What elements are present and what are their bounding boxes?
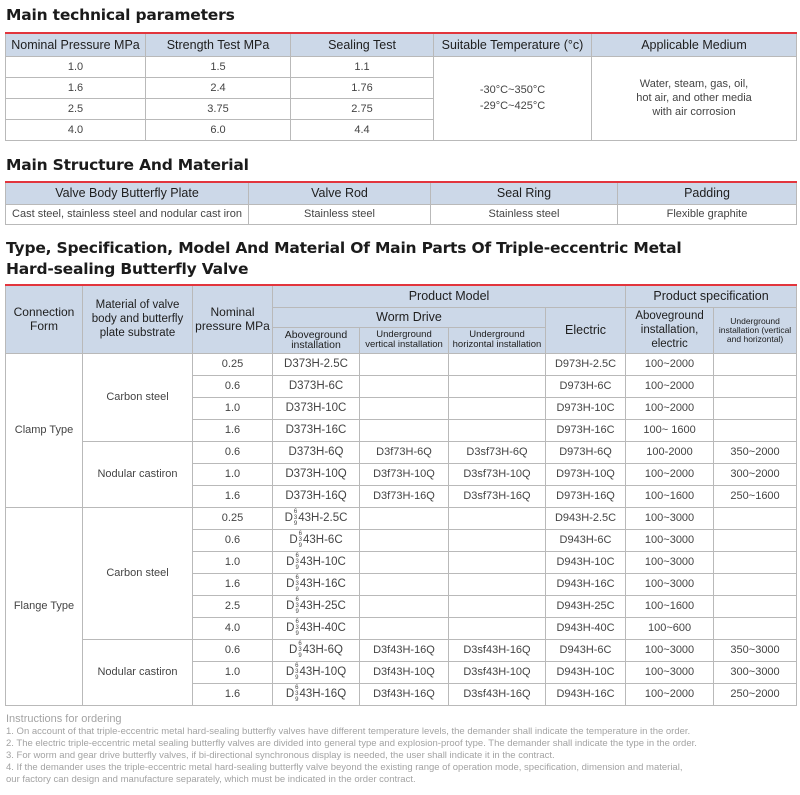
- cell: 2.4: [146, 77, 291, 98]
- model-code: 43H-25C: [299, 600, 346, 613]
- temperature-line: -30°C~350°C: [479, 84, 546, 96]
- cell: 1.5: [146, 56, 291, 77]
- note-item: our factory can design and manufacture separately, which must be indicated in the order contract.: [6, 774, 416, 785]
- temperature-line: -29°C~425°C: [479, 100, 546, 112]
- pressure-cell: 1.6: [193, 683, 273, 705]
- pressure-cell: 0.6: [193, 529, 273, 551]
- cell: 300~3000: [714, 661, 797, 683]
- cell: D3sf43H-10Q: [449, 661, 546, 683]
- header-applicable-medium: Applicable Medium: [592, 33, 797, 56]
- model-prefix: D: [286, 600, 295, 613]
- cell: D973H-6C: [546, 375, 626, 397]
- cell: D943H-6C: [546, 529, 626, 551]
- model-cell: [273, 507, 360, 529]
- header-worm-drive: Worm Drive: [273, 307, 546, 327]
- model-cell: D373H-10C: [273, 397, 360, 419]
- cell: 1.76: [291, 77, 434, 98]
- cell: 100-2000: [626, 441, 714, 463]
- model-cell: [273, 595, 360, 617]
- cell: D973H-6Q: [546, 441, 626, 463]
- header-spec-aboveground: Aboveground installation, electric: [626, 307, 714, 353]
- cell: Cast steel, stainless steel and nodular cast iron: [6, 204, 249, 224]
- pressure-cell: 1.0: [193, 463, 273, 485]
- model-variant-stack: 6 3 9: [295, 619, 299, 637]
- note-item: 2. The electric triple-eccentric metal sealing butterfly valves are divided into general type and explosion-proof type. The demander shall indicate the type in the order.: [6, 738, 697, 749]
- cell: D3f73H-10Q: [360, 463, 449, 485]
- cell: 1.6: [6, 77, 146, 98]
- cell: [360, 573, 449, 595]
- header-electric: Electric: [546, 307, 626, 353]
- cell: D973H-10Q: [546, 463, 626, 485]
- cell: [714, 375, 797, 397]
- note-item: 4. If the demander uses the triple-eccentric metal hard-sealing butterfly valve beyond the existing range of operation mode, specification, dimension and material,: [6, 762, 683, 773]
- material-cell: Carbon steel: [83, 507, 193, 639]
- model-cell: D373H-10Q: [273, 463, 360, 485]
- model-variant-stack: 6 3 9: [295, 663, 299, 681]
- cell: [360, 375, 449, 397]
- cell: [449, 573, 546, 595]
- pressure-cell: 1.0: [193, 551, 273, 573]
- cell: [714, 353, 797, 375]
- model-prefix: D: [285, 666, 295, 679]
- model-cell: D373H-16Q: [273, 485, 360, 507]
- model-variant-stack: 6 3 9: [295, 597, 299, 615]
- cell: 100~2000: [626, 683, 714, 705]
- header-material: Material of valve body and butterfly plate substrate: [83, 285, 193, 353]
- model-variant-stack: 6 3 9: [293, 509, 298, 527]
- header-underground-horizontal: Underground horizontal installation: [449, 327, 546, 353]
- material-cell: Carbon steel: [83, 353, 193, 441]
- model-code: 43H-6Q: [302, 644, 343, 657]
- cell: D943H-25C: [546, 595, 626, 617]
- cell: 1.1: [291, 56, 434, 77]
- cell: D3sf73H-10Q: [449, 463, 546, 485]
- header-connection-form: Connection Form: [6, 285, 83, 353]
- cell: [714, 617, 797, 639]
- cell: Flexible graphite: [618, 204, 797, 224]
- header-padding: Padding: [618, 182, 797, 204]
- model-cell: D373H-16C: [273, 419, 360, 441]
- connection-form-cell: Clamp Type: [6, 353, 83, 507]
- cell: [449, 507, 546, 529]
- cell: Stainless steel: [249, 204, 431, 224]
- connection-form-cell: Flange Type: [6, 507, 83, 705]
- cell: 100~3000: [626, 573, 714, 595]
- pressure-cell: 1.0: [193, 397, 273, 419]
- cell: 100~3000: [626, 507, 714, 529]
- model-variant-stack: 6 3 9: [298, 641, 302, 659]
- cell: 100~1600: [626, 595, 714, 617]
- header-product-specification: Product specification: [626, 285, 797, 307]
- cell: D3sf73H-6Q: [449, 441, 546, 463]
- model-code: 43H-6C: [303, 534, 343, 547]
- cell: D943H-40C: [546, 617, 626, 639]
- model-code: 43H-16C: [299, 578, 346, 591]
- pressure-cell: 2.5: [193, 595, 273, 617]
- cell: 3.75: [146, 98, 291, 119]
- cell: D943H-6C: [546, 639, 626, 661]
- ordering-instructions: [6, 712, 796, 786]
- medium-line: with air corrosion: [652, 106, 736, 118]
- cell: 100~2000: [626, 353, 714, 375]
- header-valve-body: Valve Body Butterfly Plate: [6, 182, 249, 204]
- medium-line: Water, steam, gas, oil,: [639, 78, 749, 90]
- pressure-cell: 1.0: [193, 661, 273, 683]
- cell: 2.5: [6, 98, 146, 119]
- model-prefix: D: [285, 688, 295, 701]
- cell: D943H-16C: [546, 683, 626, 705]
- cell: 100~ 1600: [626, 419, 714, 441]
- model-variant-stack: 6 3 9: [295, 553, 299, 571]
- cell: [360, 353, 449, 375]
- cell: D3f43H-16Q: [360, 683, 449, 705]
- specification-body: [6, 353, 797, 705]
- material-cell: Nodular castiron: [83, 441, 193, 507]
- cell: 1.0: [6, 56, 146, 77]
- pressure-cell: 0.25: [193, 353, 273, 375]
- header-nominal-pressure: Nominal pressure MPa: [193, 285, 273, 353]
- header-suitable-temperature: Suitable Temperature (°c): [434, 33, 592, 56]
- model-code: 43H-10C: [299, 556, 346, 569]
- medium-line: hot air, and other media: [636, 92, 752, 104]
- cell: 100~2000: [626, 397, 714, 419]
- pressure-cell: 0.6: [193, 375, 273, 397]
- structure-material-table: [5, 181, 797, 225]
- cell: D943H-10C: [546, 661, 626, 683]
- model-variant-stack: 6 3 9: [295, 575, 299, 593]
- cell: 100~2000: [626, 463, 714, 485]
- cell: D3sf43H-16Q: [449, 639, 546, 661]
- header-nominal-pressure: Nominal Pressure MPa: [6, 33, 146, 56]
- cell: [449, 551, 546, 573]
- cell: [360, 529, 449, 551]
- cell: [714, 595, 797, 617]
- cell: [449, 375, 546, 397]
- cell: 100~3000: [626, 661, 714, 683]
- cell: [449, 595, 546, 617]
- cell: 250~2000: [714, 683, 797, 705]
- cell: 100~1600: [626, 485, 714, 507]
- cell: [714, 397, 797, 419]
- pressure-cell: 1.6: [193, 573, 273, 595]
- cell: 100~3000: [626, 529, 714, 551]
- cell: [360, 397, 449, 419]
- table-row: [6, 353, 797, 375]
- model-prefix: D: [286, 578, 295, 591]
- cell: D3f43H-10Q: [360, 661, 449, 683]
- cell: D943H-10C: [546, 551, 626, 573]
- header-sealing-test: Sealing Test: [291, 33, 434, 56]
- header-underground-vertical: Underground vertical installation: [360, 327, 449, 353]
- cell: 4.0: [6, 119, 146, 140]
- cell: [360, 507, 449, 529]
- material-cell: Nodular castiron: [83, 639, 193, 705]
- note-item: 1. On account of that triple-eccentric metal hard-sealing butterfly valves have different temperature levels, the demander shall indicate the temperature in the order.: [6, 726, 691, 737]
- cell: 300~2000: [714, 463, 797, 485]
- cell: [449, 353, 546, 375]
- cell: [714, 529, 797, 551]
- header-seal-ring: Seal Ring: [431, 182, 618, 204]
- table-row: [6, 507, 797, 529]
- cell: D973H-2.5C: [546, 353, 626, 375]
- cell: [714, 507, 797, 529]
- cell: D973H-10C: [546, 397, 626, 419]
- model-code: 43H-16Q: [299, 688, 347, 701]
- model-cell: [273, 683, 360, 705]
- note-item: 3. For worm and gear drive butterfly valves, if bi-directional synchronous display is needed, the user shall indicate it in the contract.: [6, 750, 555, 761]
- model-prefix: D: [286, 556, 295, 569]
- cell: D3f73H-16Q: [360, 485, 449, 507]
- cell: 100~3000: [626, 639, 714, 661]
- section-title-type-specification-line2: Hard-sealing Butterfly Valve: [6, 260, 249, 278]
- table-row: [6, 56, 797, 77]
- section-title-type-specification-line1: Type, Specification, Model And Material Of Main Parts Of Triple-eccentric Metal: [6, 239, 682, 257]
- table-row: [6, 639, 797, 661]
- medium-cell: [592, 56, 797, 140]
- cell: Stainless steel: [431, 204, 618, 224]
- cell: 100~3000: [626, 551, 714, 573]
- cell: 2.75: [291, 98, 434, 119]
- model-variant-stack: 6 3 9: [295, 685, 299, 703]
- technical-parameters-table: [5, 32, 797, 141]
- cell: [714, 419, 797, 441]
- cell: [360, 617, 449, 639]
- header-spec-underground: Underground installation (vertical and horizontal): [714, 307, 797, 353]
- model-prefix: D: [289, 644, 298, 657]
- model-code: 43H-2.5C: [298, 512, 348, 525]
- cell: 100~2000: [626, 375, 714, 397]
- cell: 100~600: [626, 617, 714, 639]
- header-product-model: Product Model: [273, 285, 626, 307]
- cell: D943H-2.5C: [546, 507, 626, 529]
- model-prefix: D: [286, 622, 295, 635]
- model-cell: [273, 617, 360, 639]
- model-cell: D373H-6C: [273, 375, 360, 397]
- cell: D973H-16Q: [546, 485, 626, 507]
- model-cell: [273, 529, 360, 551]
- pressure-cell: 1.6: [193, 485, 273, 507]
- cell: 350~2000: [714, 441, 797, 463]
- cell: [449, 529, 546, 551]
- header-valve-rod: Valve Rod: [249, 182, 431, 204]
- temperature-cell: [434, 56, 592, 140]
- cell: 4.4: [291, 119, 434, 140]
- table-row: [6, 441, 797, 463]
- section-title-structure-material: Main Structure And Material: [6, 156, 249, 174]
- model-code: 43H-10Q: [299, 666, 347, 679]
- model-prefix: D: [289, 534, 298, 547]
- cell: 6.0: [146, 119, 291, 140]
- cell: [449, 397, 546, 419]
- cell: [360, 595, 449, 617]
- model-variant-stack: 6 3 9: [298, 531, 302, 549]
- model-cell: [273, 573, 360, 595]
- ordering-instructions-title: Instructions for ordering: [6, 713, 122, 725]
- cell: [449, 617, 546, 639]
- model-cell: D373H-2.5C: [273, 353, 360, 375]
- model-cell: [273, 661, 360, 683]
- model-prefix: D: [284, 512, 293, 525]
- header-aboveground-installation: Aboveground installation: [273, 327, 360, 353]
- section-title-technical-parameters: Main technical parameters: [6, 6, 235, 24]
- cell: [449, 419, 546, 441]
- cell: D973H-16C: [546, 419, 626, 441]
- model-cell: [273, 551, 360, 573]
- model-cell: [273, 639, 360, 661]
- pressure-cell: 0.6: [193, 441, 273, 463]
- table-row: [6, 204, 797, 224]
- cell: 250~1600: [714, 485, 797, 507]
- cell: [360, 551, 449, 573]
- model-code: 43H-40C: [299, 622, 346, 635]
- pressure-cell: 4.0: [193, 617, 273, 639]
- model-cell: D373H-6Q: [273, 441, 360, 463]
- pressure-cell: 1.6: [193, 419, 273, 441]
- pressure-cell: 0.25: [193, 507, 273, 529]
- specification-table: [5, 284, 797, 706]
- cell: D943H-16C: [546, 573, 626, 595]
- pressure-cell: 0.6: [193, 639, 273, 661]
- cell: D3sf73H-16Q: [449, 485, 546, 507]
- header-strength-test: Strength Test MPa: [146, 33, 291, 56]
- cell: D3sf43H-16Q: [449, 683, 546, 705]
- cell: D3f43H-16Q: [360, 639, 449, 661]
- cell: 350~3000: [714, 639, 797, 661]
- cell: D3f73H-6Q: [360, 441, 449, 463]
- cell: [714, 551, 797, 573]
- cell: [360, 419, 449, 441]
- cell: [714, 573, 797, 595]
